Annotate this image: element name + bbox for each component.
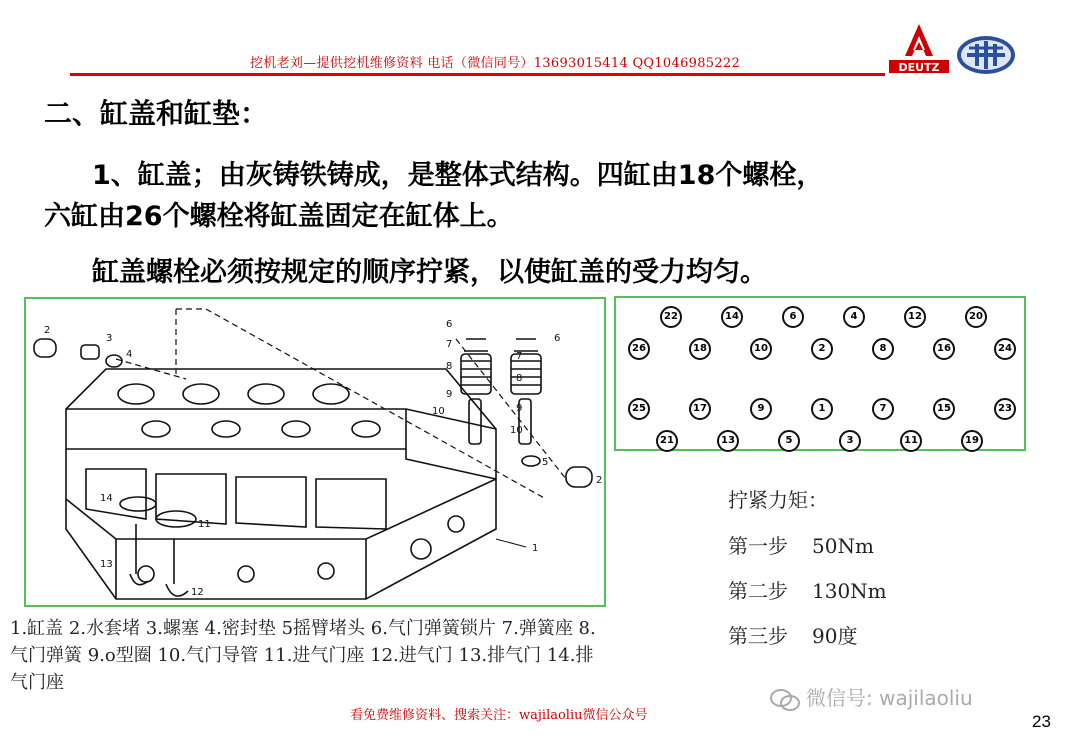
bolt-4: 4 [843,306,865,328]
torque-title: 拧紧力矩： [728,488,828,512]
callout-3: 3 [106,333,113,344]
bolt-tightening-sequence-panel [614,296,1026,451]
bolt-8: 8 [872,338,894,360]
callout-4: 4 [126,349,133,360]
faw-logo [955,34,1017,76]
bolt-5: 5 [778,430,800,452]
bolt-25: 25 [628,398,650,420]
paragraph-1-line-1: 1、缸盖；由灰铸铁铸成，是整体式结构。四缸由18个螺栓， [92,160,824,191]
callout-7b: 7 [516,351,523,362]
deutz-logo [885,20,953,76]
callout-10: 10 [432,406,445,417]
cylinder-head-exploded-diagram [24,297,606,607]
torque-step-2-value: 130Nm [812,579,887,603]
bolt-9: 9 [750,398,772,420]
torque-step-1-label: 第一步 [728,534,788,558]
bolt-2: 2 [811,338,833,360]
bolt-18: 18 [689,338,711,360]
torque-step-2-label: 第二步 [728,579,788,603]
wechat-icon [770,689,800,711]
callout-11: 11 [198,519,211,530]
bolt-13: 13 [717,430,739,452]
callout-6: 6 [446,319,453,330]
callout-7: 7 [446,339,453,350]
header-rule [70,73,885,76]
bolt-16: 16 [933,338,955,360]
callout-9: 9 [446,389,453,400]
bolt-22: 22 [660,306,682,328]
callout-13: 13 [100,559,113,570]
callout-10b: 10 [510,425,523,436]
torque-step-1 [728,530,874,559]
callout-9b: 9 [516,403,523,414]
footer-text: 看免费维修资料、搜索关注：wajilaoliu微信公众号 [350,708,648,723]
bolt-1: 1 [811,398,833,420]
bolt-15: 15 [933,398,955,420]
bolt-7: 7 [872,398,894,420]
bolt-20: 20 [965,306,987,328]
callout-12: 12 [191,587,204,598]
wechat-watermark-text: 微信号: wajilaoliu [806,686,973,710]
bolt-21: 21 [656,430,678,452]
parts-legend: 1.缸盖 2.水套堵 3.螺塞 4.密封垫 5摇臂堵头 6.气门弹簧锁片 7.弹簧座 8.气门弹簧 9.o型圈 10.气门导管 11.进气门座 12.进气门 13.排气门 14.排气门座 [10,618,596,693]
callout-6b: 6 [554,333,561,344]
callout-1: 1 [532,543,539,554]
callout-5: 5 [542,457,549,468]
torque-step-2 [728,575,887,604]
section-heading: 二、缸盖和缸垫： [44,97,269,130]
bolt-24: 24 [994,338,1016,360]
callout-8b: 8 [516,373,523,384]
bolt-17: 17 [689,398,711,420]
bolt-10: 10 [750,338,772,360]
paragraph-2: 缸盖螺栓必须按规定的顺序拧紧，以使缸盖的受力均匀。 [92,257,767,288]
bolt-12: 12 [904,306,926,328]
torque-step-3-value: 90度 [812,624,858,648]
bolt-19: 19 [961,430,983,452]
header-contact-text: 挖机老刘—提供挖机维修资料 电话（微信同号）13693015414 QQ1046985222 [250,56,741,71]
paragraph-1-line-2: 六缸由26个螺栓将缸盖固定在缸体上。 [44,201,514,232]
callout-14: 14 [100,493,113,504]
torque-step-3-label: 第三步 [728,624,788,648]
deutz-logo-text: DEUTZ [898,61,940,74]
callout-2: 2 [44,325,51,336]
callout-2b: 2 [596,475,603,486]
torque-step-1-value: 50Nm [812,534,874,558]
torque-step-3 [728,620,857,649]
page-number: 23 [1032,712,1051,731]
bolt-23: 23 [994,398,1016,420]
bolt-3: 3 [839,430,861,452]
bolt-14: 14 [721,306,743,328]
bolt-11: 11 [900,430,922,452]
bolt-26: 26 [628,338,650,360]
callout-8: 8 [446,361,453,372]
bolt-6: 6 [782,306,804,328]
wechat-watermark [770,682,973,711]
